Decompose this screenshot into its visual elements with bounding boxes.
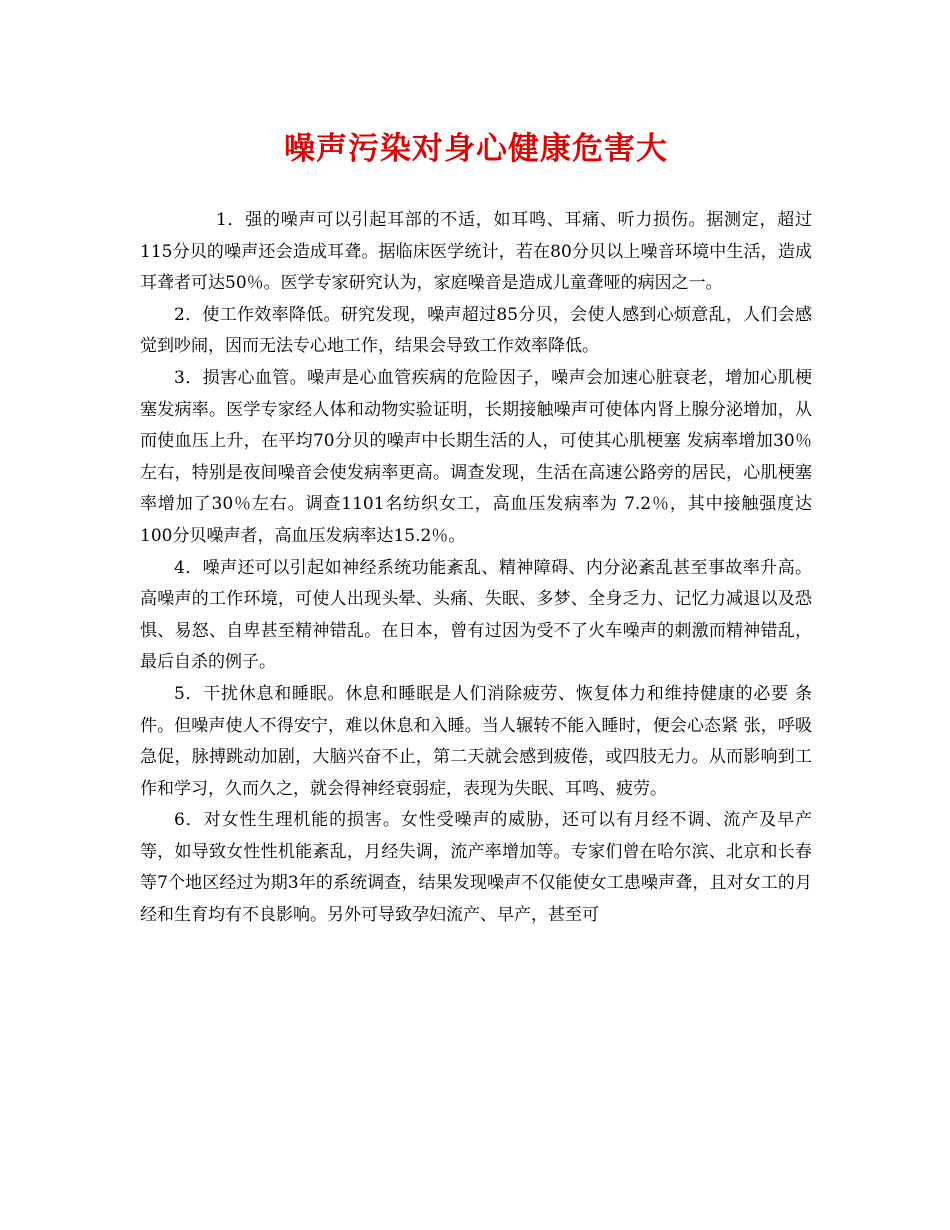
paragraph-3: 3．损害心血管。噪声是心血管疾病的危险因子，噪声会加速心脏衰老，增加心肌梗塞发病率。医学专家经人体和动物实验证明，长期接触噪声可使体内肾上腺分泌增加，从而使血压上升，在平均70分贝的噪声中长期生活的人，可使其心肌梗塞 发病率增加30％左右，特别是夜间噪音会使发病率更高。调查发现，生活在高速公路旁的居民，心肌梗塞率增加了30％左右。调查1101名纺织女工，高血压发病率为 7.2％，其中接触强度达100分贝噪声者，高血压发病率达15.2％。 (140, 367, 812, 546)
paragraph-4: 4．噪声还可以引起如神经系统功能紊乱、精神障碍、内分泌紊乱甚至事故率升高。高噪声的工作环境，可使人出现头晕、头痛、失眠、多梦、全身乏力、记忆力减退以及恐惧、易怒、自卑甚至精神错乱。在日本，曾有过因为受不了火车噪声的刺激而精神错乱，最后自杀的例子。 (140, 557, 812, 673)
paragraph-5: 5．干扰休息和睡眠。休息和睡眠是人们消除疲劳、恢复体力和维持健康的必要 条件。但噪声使人不得安宁，难以休息和入睡。当人辗转不能入睡时，便会心态紧 张，呼吸急促，脉搏跳动加剧，大脑兴奋不止，第二天就会感到疲倦，或四肢无力。从而影响到工作和学习，久而久之，就会得神经衰弱症，表现为失眠、耳鸣、疲劳。 (140, 683, 812, 799)
document-title: 噪声污染对身心健康危害大 (284, 131, 668, 167)
paragraph-6: 6．对女性生理机能的损害。女性受噪声的威胁，还可以有月经不调、流产及早产等，如导致女性性机能紊乱，月经失调，流产率增加等。专家们曾在哈尔滨、北京和长春等7个地区经过为期3年的系统调查，结果发现噪声不仅能使女工患噪声聋，且对女工的月经和生育均有不良影响。另外可导致孕妇流产、早产，甚至可 (140, 810, 812, 926)
paragraph-2: 2．使工作效率降低。研究发现，噪声超过85分贝，会使人感到心烦意乱，人们会感觉到吵闹，因而无法专心地工作，结果会导致工作效率降低。 (140, 304, 812, 357)
paragraph-1: 1．强的噪声可以引起耳部的不适，如耳鸣、耳痛、听力损伤。据测定，超过 115分贝的噪声还会造成耳聋。据临床医学统计，若在80分贝以上噪音环境中生活，造成耳聋者可达50％。医学专家研究认为，家庭噪音是造成儿童聋哑的病因之一。 (140, 210, 812, 294)
document-body (140, 205, 812, 932)
document-page (140, 118, 812, 932)
